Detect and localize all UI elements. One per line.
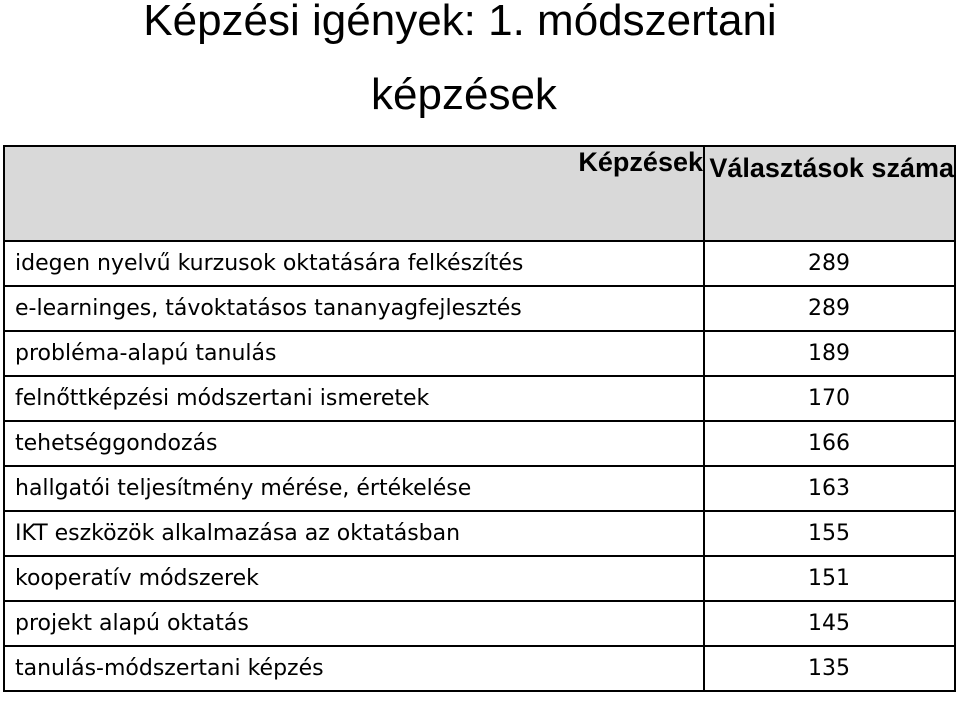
choice-count: 170 [704,376,955,421]
training-name: tanulás-módszertani képzés [4,646,704,691]
table-row [4,511,955,556]
table-row [4,421,955,466]
table-row [4,286,955,331]
training-name: tehetséggondozás [4,421,704,466]
slide-title-line-2: képzések [371,70,557,119]
choice-count: 155 [704,511,955,556]
choice-count: 145 [704,601,955,646]
choice-count: 189 [704,331,955,376]
table-row [4,646,955,691]
header-trainings: Képzések [4,146,704,241]
trainings-table [3,145,956,692]
training-name: e-learninges, távoktatásos tananyagfejlesztés [4,286,704,331]
training-name: hallgatói teljesítmény mérése, értékelése [4,466,704,511]
training-name: idegen nyelvű kurzusok oktatására felkészítés [4,241,704,286]
table-row [4,331,955,376]
table-row [4,241,955,286]
training-name: felnőttképzési módszertani ismeretek [4,376,704,421]
choice-count: 163 [704,466,955,511]
choice-count: 289 [704,286,955,331]
table-row [4,601,955,646]
training-name: probléma-alapú tanulás [4,331,704,376]
choice-count: 289 [704,241,955,286]
header-choice-count: Választások száma [704,146,955,241]
training-name: projekt alapú oktatás [4,601,704,646]
choice-count: 166 [704,421,955,466]
table-row [4,376,955,421]
table-row [4,556,955,601]
training-name: IKT eszközök alkalmazása az oktatásban [4,511,704,556]
slide-title-line-1: Képzési igények: 1. módszertani [143,0,777,45]
choice-count: 135 [704,646,955,691]
table-header-row [4,146,955,241]
table-row [4,466,955,511]
choice-count: 151 [704,556,955,601]
training-name: kooperatív módszerek [4,556,704,601]
